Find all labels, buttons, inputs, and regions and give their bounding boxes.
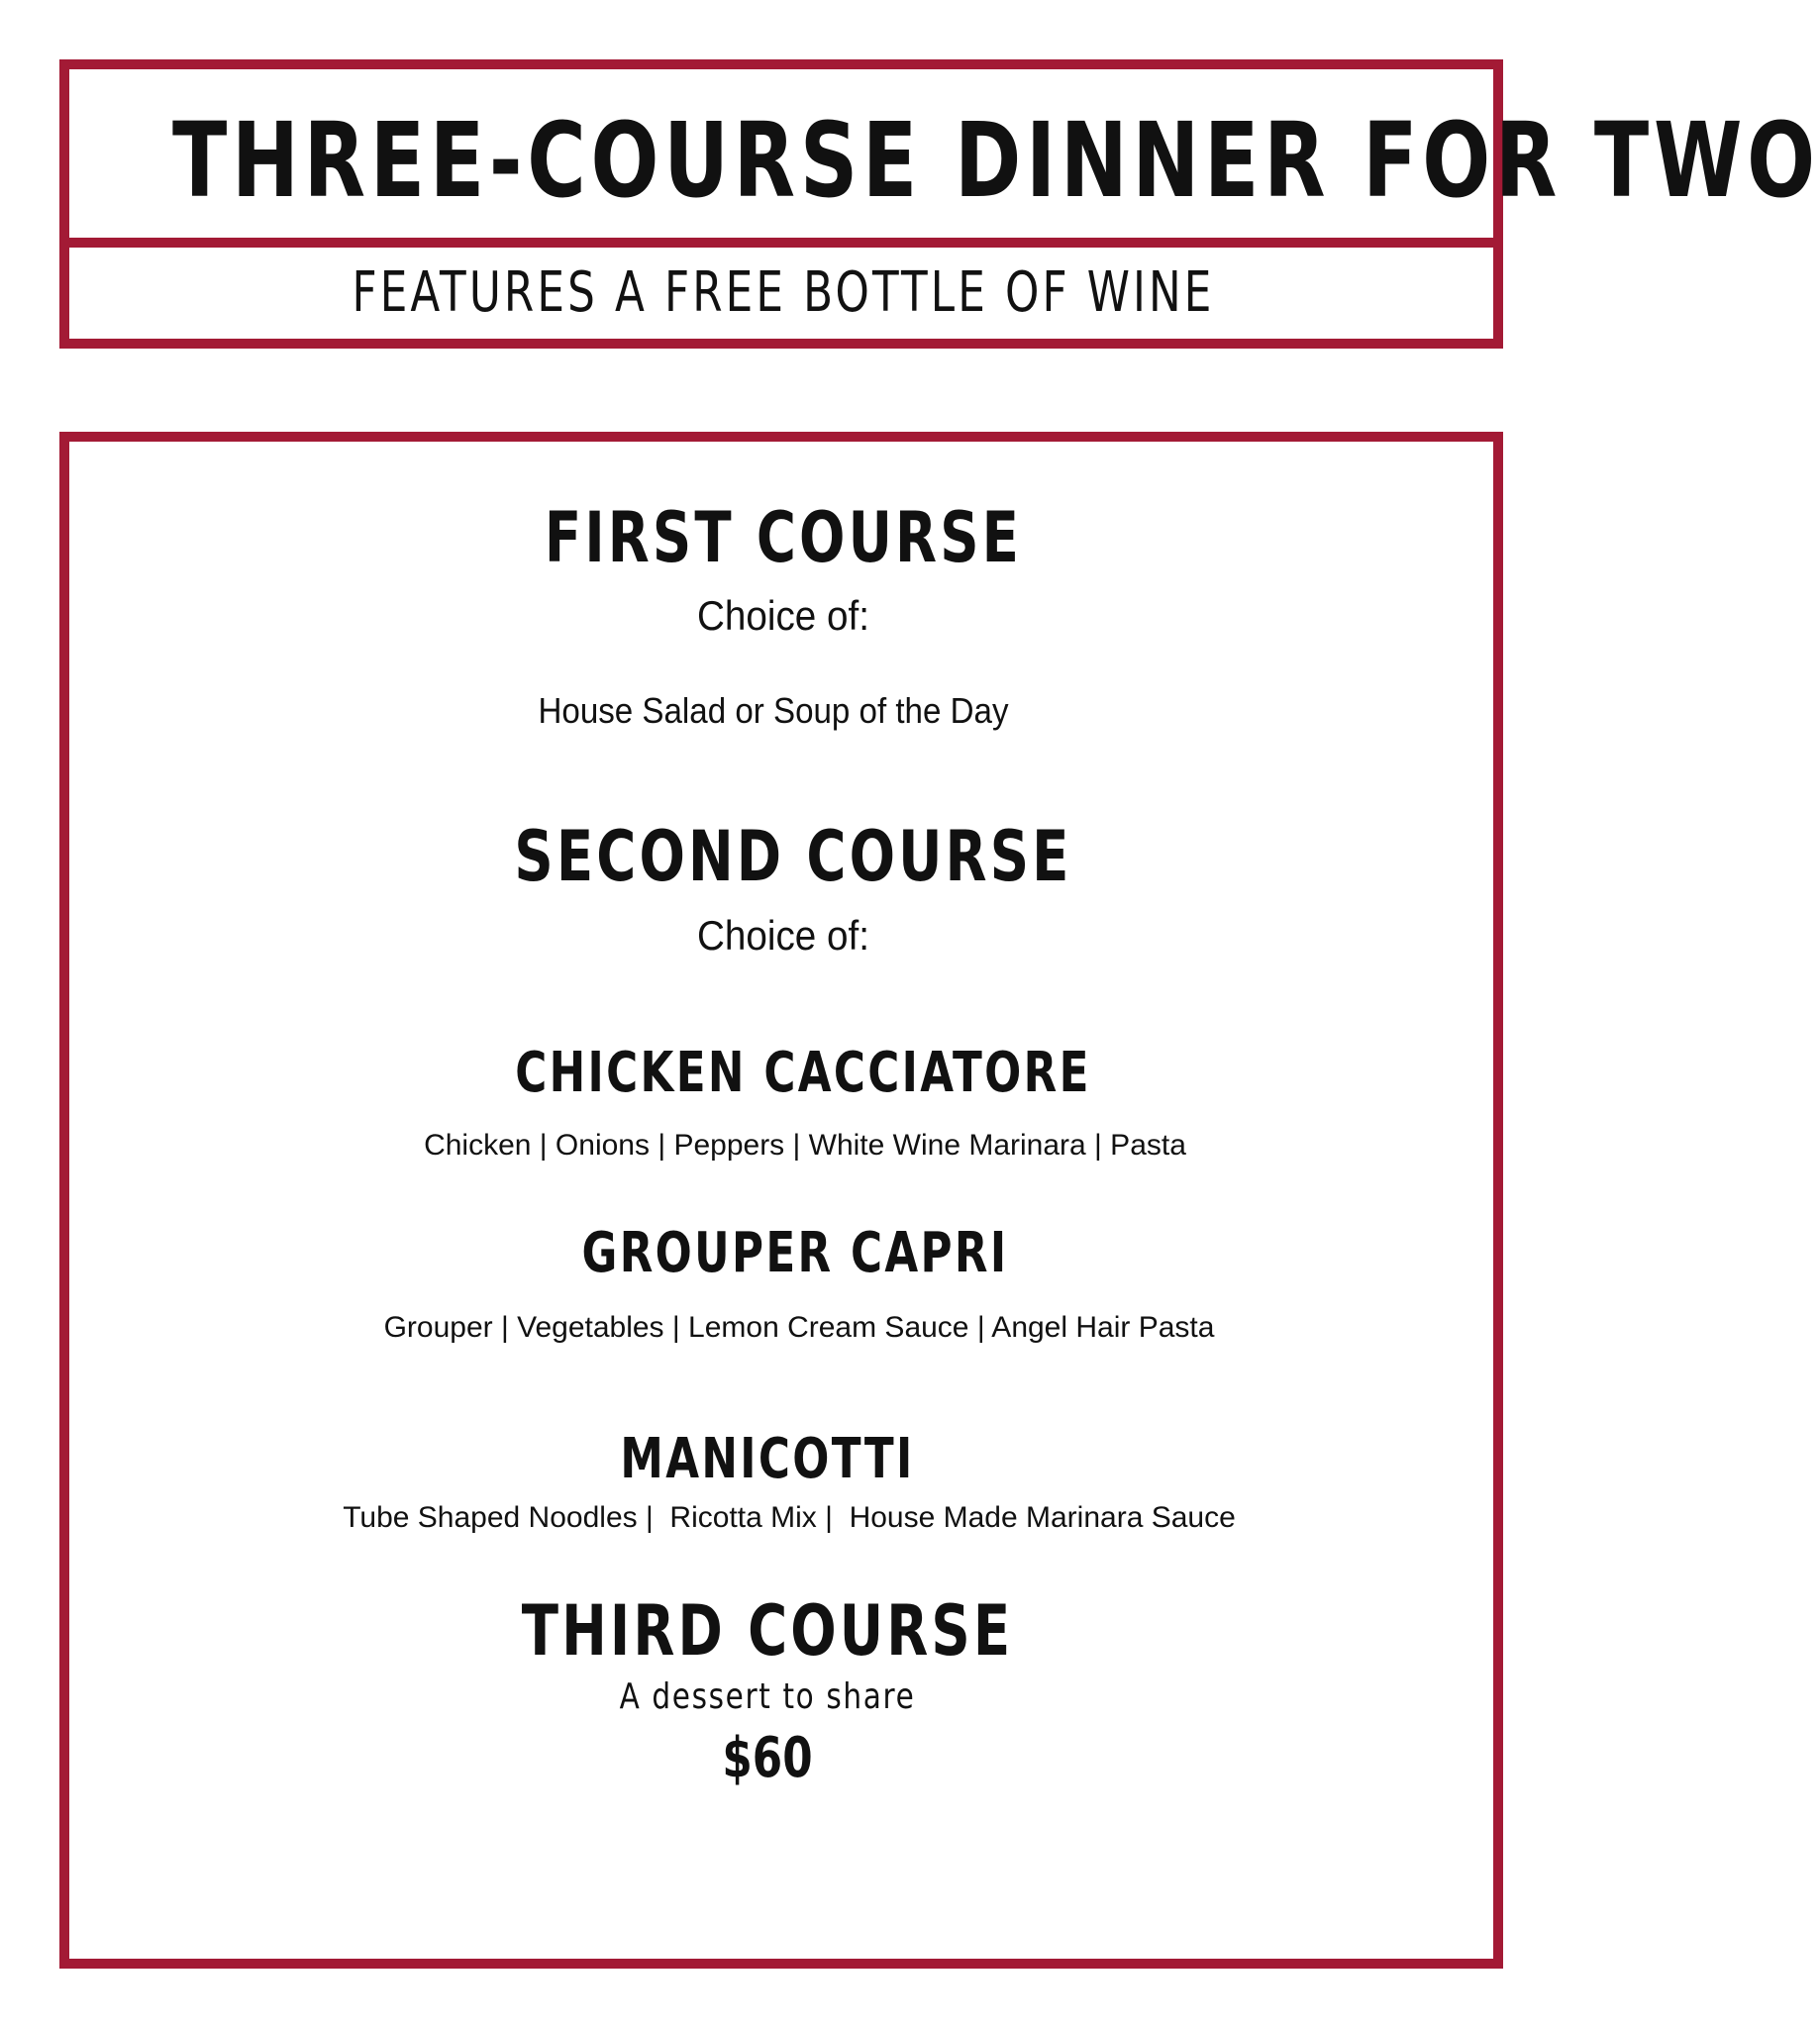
menu-title: THREE-COURSE DINNER FOR TWO (172, 100, 1820, 221)
first-course-heading: FIRST COURSE (544, 497, 1023, 578)
dish-name: GROUPER CAPRI (581, 1221, 1009, 1285)
menu-subtitle: FEATURES A FREE BOTTLE OF WINE (352, 260, 1215, 325)
header-divider (59, 238, 1503, 248)
first-course-choice-label: Choice of: (697, 592, 869, 639)
dish-description: Chicken | Onions | Peppers | White Wine Marinara | Pasta (424, 1129, 1186, 1162)
third-course-heading: THIRD COURSE (521, 1590, 1014, 1672)
menu-price: $60 (722, 1726, 813, 1790)
dish-description: Tube Shaped Noodles | Ricotta Mix | House Made Marinara Sauce (343, 1501, 1236, 1534)
first-course-options: House Salad or Soup of the Day (538, 690, 1009, 731)
dish-description: Grouper | Vegetables | Lemon Cream Sauce | Angel Hair Pasta (383, 1311, 1215, 1344)
dish-name: MANICOTTI (620, 1427, 915, 1491)
third-course-description: A dessert to share (619, 1676, 916, 1717)
second-course-choice-label: Choice of: (697, 912, 869, 959)
dish-name: CHICKEN CACCIATORE (515, 1041, 1091, 1105)
second-course-heading: SECOND COURSE (514, 816, 1072, 897)
